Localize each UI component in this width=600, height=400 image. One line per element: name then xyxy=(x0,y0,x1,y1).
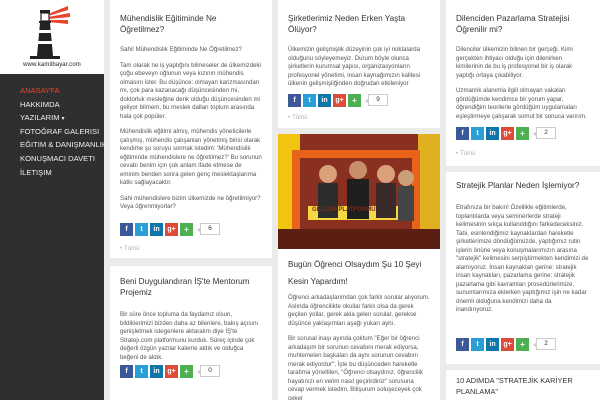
post-excerpt xyxy=(278,294,440,400)
share-count: 2 xyxy=(536,338,556,350)
post-image[interactable] xyxy=(278,134,440,249)
lighthouse-logo-icon xyxy=(18,4,84,62)
nav-item-hakkimda[interactable] xyxy=(0,98,104,112)
linkedin-share-icon[interactable]: in xyxy=(486,338,499,351)
share-count: 0 xyxy=(200,365,220,377)
caret-down-icon: ▾ xyxy=(61,116,65,123)
more-share-icon[interactable]: + xyxy=(180,365,193,378)
linkedin-share-icon[interactable]: in xyxy=(486,127,499,140)
category-label: Tümü xyxy=(124,246,140,252)
post-paragraph: Sahi! Mühendislik Eğitiminde Ne Öğretilmez? xyxy=(120,46,242,53)
post-card xyxy=(446,0,600,166)
share-count: 6 xyxy=(200,223,220,235)
post-title[interactable]: Stratejik Planlar Neden İşlemiyor? xyxy=(456,181,580,190)
twitter-share-icon[interactable]: t xyxy=(471,127,484,140)
category-tag[interactable] xyxy=(446,149,485,159)
nav-item-konusmaci-daveti[interactable] xyxy=(0,152,104,166)
facebook-share-icon[interactable]: f xyxy=(120,223,133,236)
facebook-share-icon[interactable]: f xyxy=(456,127,469,140)
category-label: Tümü xyxy=(460,151,476,157)
post-card xyxy=(110,266,272,400)
post-title[interactable]: Dilenciden Pazarlama Stratejisi Öğrenilir mi? xyxy=(456,14,570,34)
nav-label: YAZILARIM xyxy=(20,113,60,123)
nav-item-iletisim[interactable] xyxy=(0,166,104,180)
site-url: www.kamilbayar.com xyxy=(23,62,81,68)
more-share-icon[interactable]: + xyxy=(348,94,361,107)
nav-label: HAKKIMDA xyxy=(20,99,60,109)
post-card xyxy=(446,370,600,400)
post-excerpt: Ülkemizin gelişmişlik düzeyinin çok iyi noktalarda olduğunu söyleyemeyiz. Durum böyle olunca şirketlerin kurumsal yapısı, organizasyonların profesyonel yönetimi, insan kaynağımızın kalitesi ülkenin gelişmişliğinden doğrudan etkileniyor xyxy=(288,46,421,87)
site-logo[interactable] xyxy=(0,0,104,74)
bullet-icon: • xyxy=(288,115,291,121)
post-paragraph: Mühendislik eğitimi almış, mühendis yöneticilerle çalışmış, mühendis çalışanları yönetmiş birisi olarak kendime şu soruyu sormak istedim: 'Mühendislik eğitiminde mühendislere ne öğretilmez?' Bu sorunun cevabı benim için çok anlam ifade etmese de eminim benden sonra gelen genç meslektaşlarıma katkı sağlayacaktır. xyxy=(120,128,262,186)
post-excerpt xyxy=(110,35,272,212)
post-paragraph: Öğrenci arkadaşlarımdan çok farklı sorular alıyorum. Aslında öğrencilikte okullar farklı olsa da gerek geçilen yollar, gerek akla gelen sorular, gerekse düşünce yaklaşımları aşağı yukarı aynı. xyxy=(288,294,430,327)
more-share-icon[interactable]: + xyxy=(516,127,529,140)
nav-item-fotograf-galerisi[interactable] xyxy=(0,125,104,139)
facebook-share-icon[interactable]: f xyxy=(120,365,133,378)
main-nav xyxy=(0,84,107,179)
share-count: 9 xyxy=(368,94,388,106)
post-excerpt xyxy=(446,35,600,121)
share-bar xyxy=(278,93,398,107)
post-paragraph: Tam olarak ne iş yaptığını bilmeseler de ülkemizdeki çoğu ebeveyn oğlunun veya kızının mühendis olmasını ister. Bu düşünce: olmayan karizmasından mı, çok para kazanacağı düşüncesinden mi, doktorluk mesleğine denk olduğu düşüncesinden mi geliyor bilmem, bu meslek dalları toplum arasında hala çok popüler. xyxy=(120,61,261,120)
post-title[interactable]: Şirketlerimiz Neden Erken Yaşta Ölüyor? xyxy=(288,14,406,34)
nav-label: KONUŞMACI DAVETI xyxy=(20,153,95,163)
more-share-icon[interactable]: + xyxy=(516,338,529,351)
nav-item-yazilarim[interactable] xyxy=(0,111,104,125)
googleplus-share-icon[interactable]: g+ xyxy=(501,338,514,351)
share-bar xyxy=(446,337,566,351)
twitter-share-icon[interactable]: t xyxy=(303,94,316,107)
nav-label: EĞITIM & DANIŞMANLIK xyxy=(20,140,107,150)
linkedin-share-icon[interactable]: in xyxy=(150,223,163,236)
googleplus-share-icon[interactable]: g+ xyxy=(333,94,346,107)
post-paragraph: Sahi mühendislere bizim ülkemizde ne öğretilmiyor? Veya öğrenmiyorlar? xyxy=(120,194,261,210)
share-bar xyxy=(110,364,230,378)
googleplus-share-icon[interactable]: g+ xyxy=(165,365,178,378)
post-excerpt: Bir süre önce topluma da faydamız olsun, bildiklerimizi bizden daha az bilenlere, bakış açısını genişletmek istegenlere aktaralım diye İŞ'te Stratejı.com platformunu kurduk. Süreç içinde çok değerli özgün yazılar kaleme aldık ve olduğca beğeni de aldık. xyxy=(120,311,259,361)
sidebar xyxy=(0,0,107,400)
post-paragraph: Dilenciler ülkemizin bilinen bir gerçeği. Kimi gerçekten ihtiyacı olduğu için dilenirken kimilerinin de bu iş profesyonel bir iş olarak yaptığı ortaya çıkabiliyor. xyxy=(456,46,573,79)
facebook-share-icon[interactable]: f xyxy=(456,338,469,351)
banner-text: GELİŞİM PLATFORMU xyxy=(312,207,376,213)
linkedin-share-icon[interactable]: in xyxy=(150,365,163,378)
bullet-icon: • xyxy=(456,151,459,157)
post-card xyxy=(278,134,440,400)
post-title[interactable]: Bugün Öğrenci Olsaydım Şu 10 Şeyi Kesin Yapardım! xyxy=(288,260,422,286)
post-title[interactable]: 10 ADIMDA "STRATEJİK KARİYER PLANLAMA" xyxy=(456,376,573,396)
linkedin-share-icon[interactable]: in xyxy=(318,94,331,107)
googleplus-share-icon[interactable]: g+ xyxy=(165,223,178,236)
facebook-share-icon[interactable]: f xyxy=(288,94,301,107)
category-tag[interactable] xyxy=(110,244,149,254)
nav-label: ANASAYFA xyxy=(20,86,60,95)
twitter-share-icon[interactable]: t xyxy=(135,365,148,378)
post-card xyxy=(110,0,272,258)
post-card xyxy=(278,0,440,128)
post-title[interactable]: Mühendislik Eğitiminde Ne Öğretilmez? xyxy=(120,14,217,34)
nav-item-egitim-danismanlik[interactable] xyxy=(0,138,107,152)
more-share-icon[interactable]: + xyxy=(180,223,193,236)
nav-item-anasayfa[interactable] xyxy=(0,84,104,98)
category-label: Tümü xyxy=(292,115,308,121)
share-bar xyxy=(110,222,230,236)
googleplus-share-icon[interactable]: g+ xyxy=(501,127,514,140)
post-excerpt: Etrafınıza bir bakın! Özellikle eğitimlerde, toplantılarda veya seminerlerde strateji kelimesinin sıkça kullanıldığını farkedeceksiniz. Tabi, esinlendiğimiz kaynaklardan hareketle şirketlerimize döndüğümüzde, yaptığımız rutin işlerin önüne veya konuşmalarımızın arasına "stratejik" kelimesini serpiştirmekten kendimizi de alamıyoruz. İnsan kaynakları gerine: stratejik insan kaynakları, pazarlama gerine: stratejik pazarlama gibi kavramları prosedürlerimize, sunumlarımıza eklerken yaptığımız işin ne kadar önemli olduğuna kendimizi daha da inandırıyoruz. xyxy=(456,204,589,313)
post-paragraph: Bir sorusal inaşı ayında çoktum "Eğer bir öğrenci arkadaşım bir sorunun cevabını merak ediyorsa, muhtemelen başkaları da aynı sorunun cevabını merak ediyordur"; İşte bu düşünceden hareketle tarafıma yöneltilen, "Öğrenci olsaydınız, öğrencilik hayatınızı en verim nasıl geçirirdiniz" sorusuna cevap vermek istedim. Bilişurum soluşeceyek çok çeker xyxy=(288,335,423,400)
bullet-icon: • xyxy=(120,246,123,252)
twitter-share-icon[interactable]: t xyxy=(135,223,148,236)
share-bar xyxy=(446,126,566,140)
nav-label: İLETIŞIM xyxy=(20,167,52,177)
post-card xyxy=(446,172,600,364)
post-title[interactable]: Beni Duygulandıran İŞ'te Mentorum Projemiz xyxy=(120,277,250,297)
nav-label: FOTOĞRAF GALERISI xyxy=(20,126,100,136)
category-tag[interactable] xyxy=(278,113,317,123)
post-paragraph: Uzmanlık alanımla ilgili olmayan vakaları gördüğümde kendimce bir yorum yapar, öğrendiğim teorilerle gördüğüm uygulamaları eşleştirmeye çalışarak somut bir sonuca varırım. xyxy=(456,87,587,120)
share-count: 2 xyxy=(536,127,556,139)
twitter-share-icon[interactable]: t xyxy=(471,338,484,351)
